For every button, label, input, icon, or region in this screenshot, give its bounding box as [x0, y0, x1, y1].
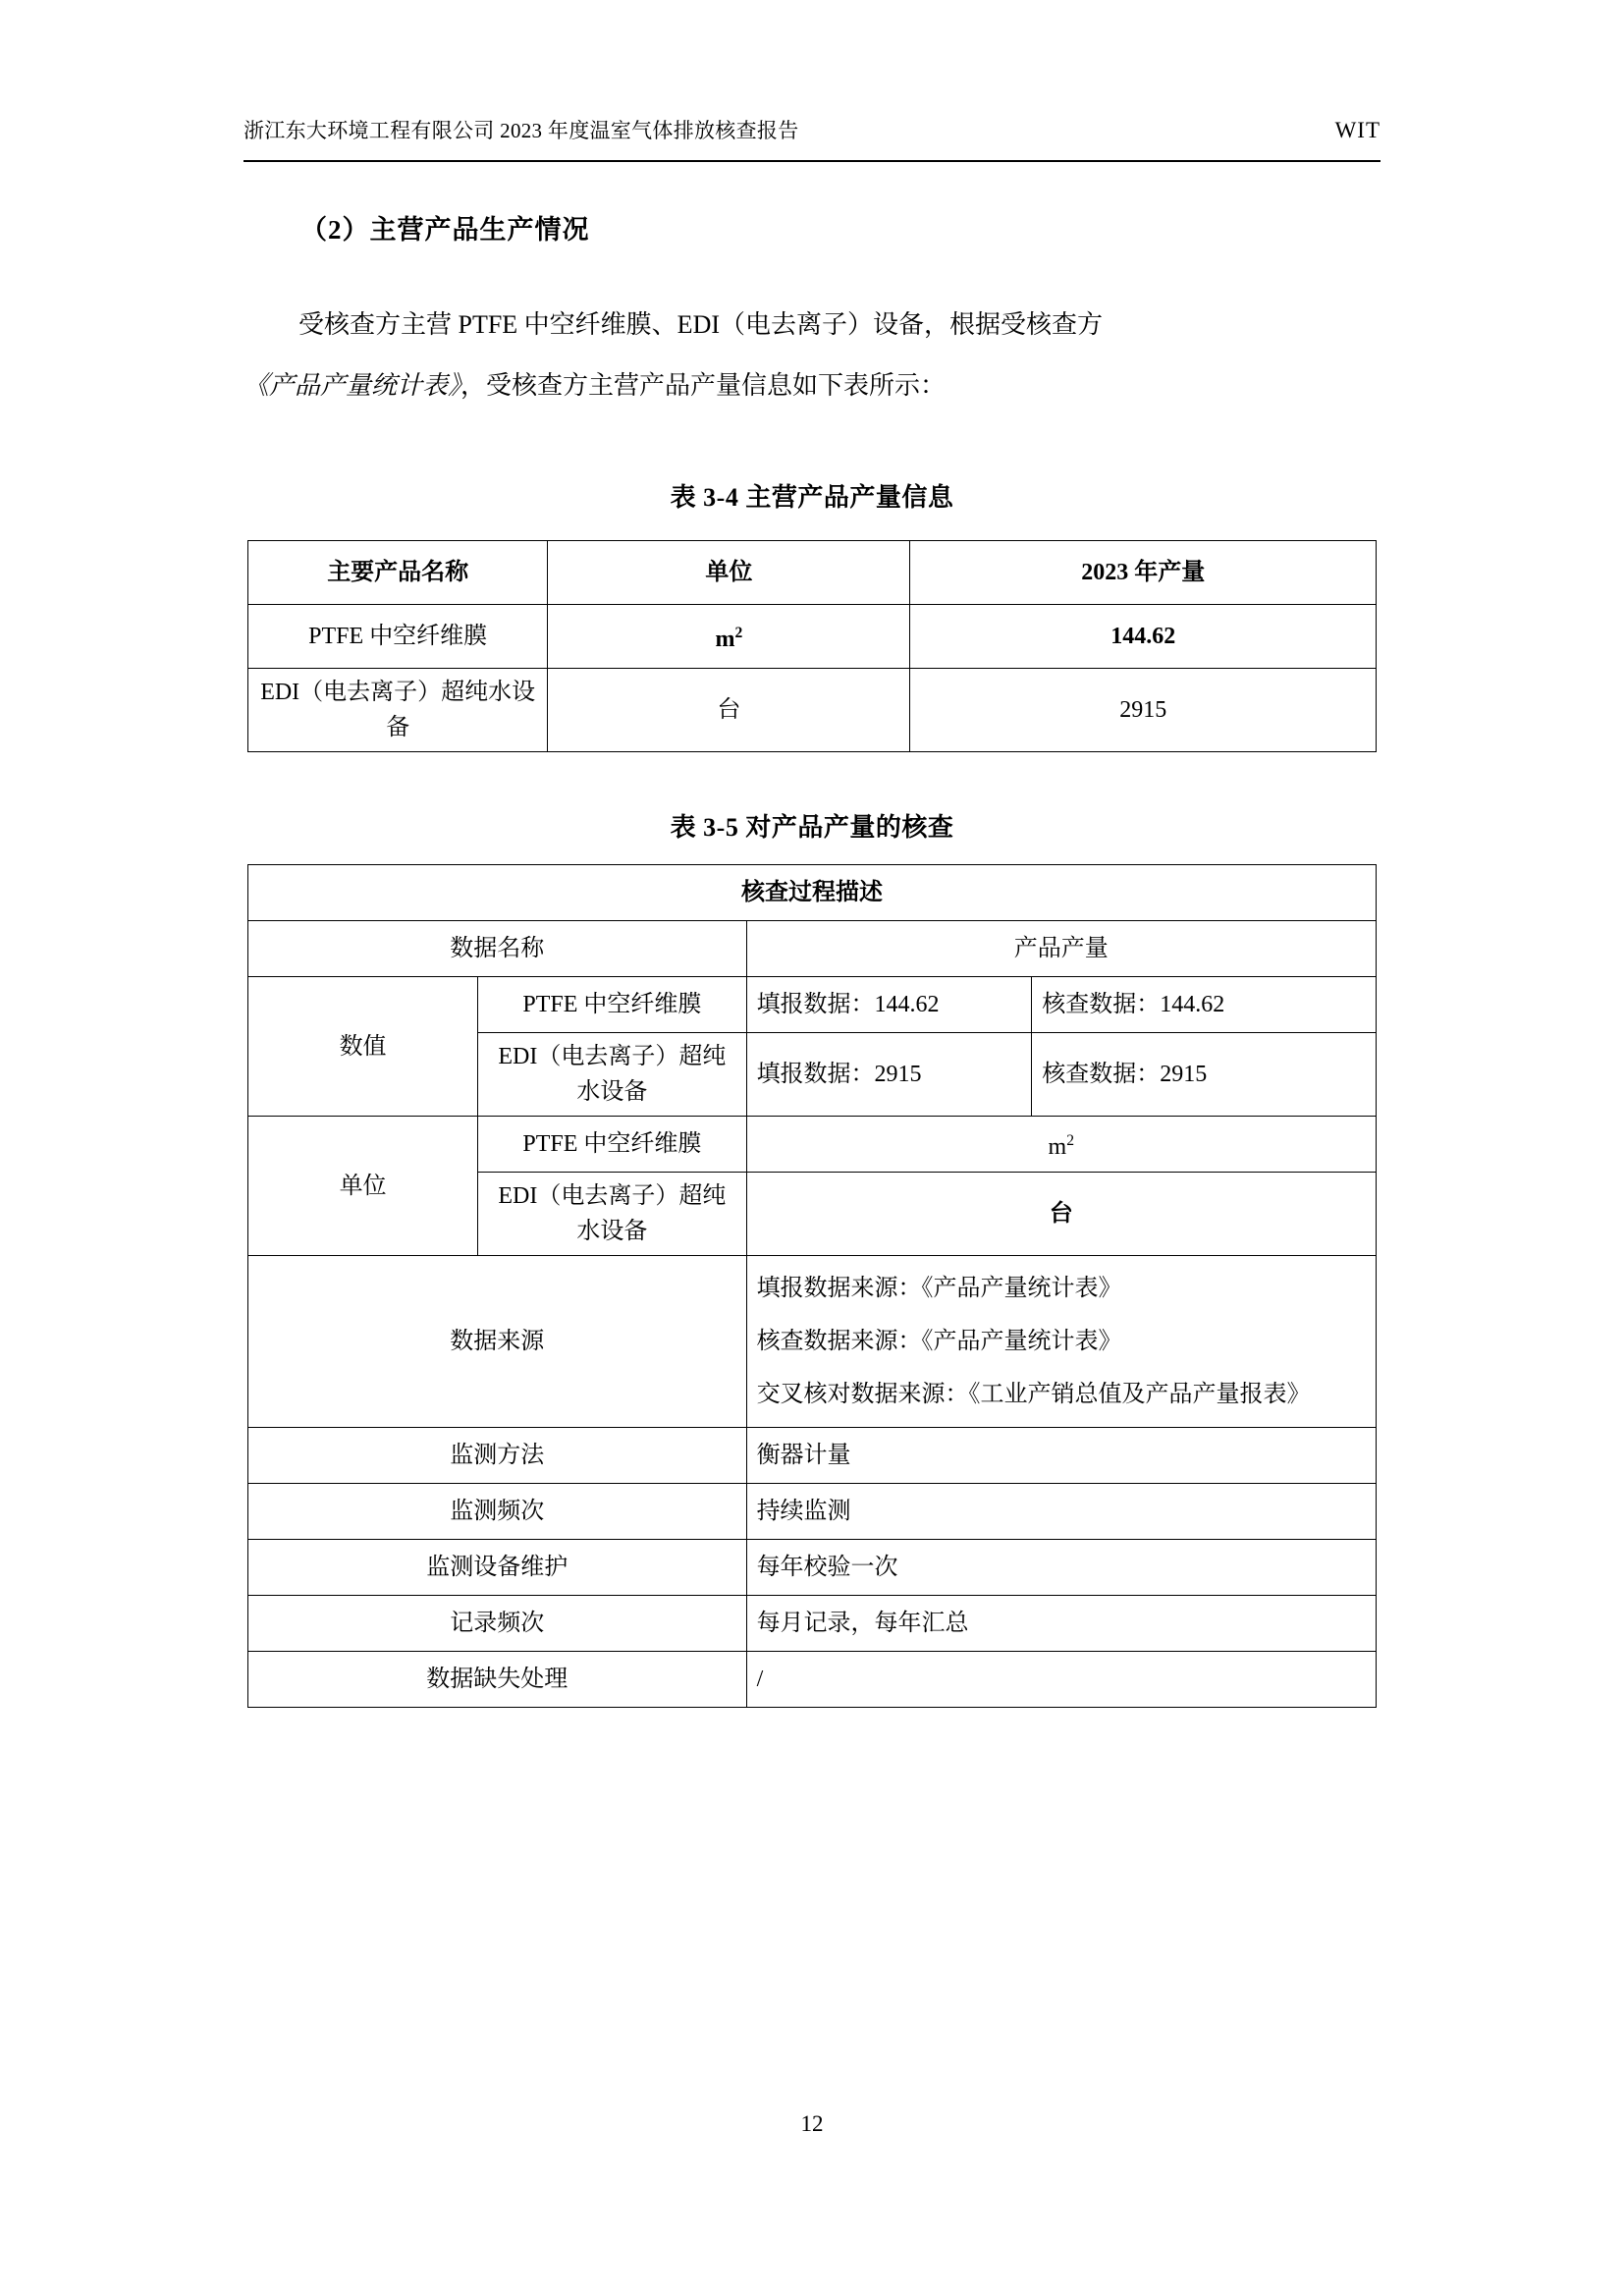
table35-value-row0-product: PTFE 中空纤维膜 — [478, 977, 746, 1033]
header-divider — [244, 160, 1380, 162]
table-row — [248, 605, 1377, 669]
table35-value-label: 数值 — [248, 977, 478, 1117]
table-3-5-caption: 表 3-5 对产品产量的核查 — [670, 813, 954, 842]
table35-source-label: 数据来源 — [248, 1256, 747, 1428]
table34-row1-value: 2915 — [910, 669, 1377, 752]
table34-header-unit: 单位 — [548, 541, 910, 605]
table35-simple-0-label: 监测方法 — [248, 1428, 747, 1484]
table-row — [248, 1596, 1377, 1652]
header-title-left: 浙江东大环境工程有限公司 2023 年度温室气体排放核查报告 — [244, 119, 799, 142]
source-line-3: 交叉核对数据来源：《工业产销总值及产品产量报表》 — [756, 1382, 1311, 1407]
table-row — [248, 1540, 1377, 1596]
table35-dataname-label: 数据名称 — [248, 921, 747, 977]
table-row — [248, 977, 1377, 1033]
table35-dataname-value: 产品产量 — [746, 921, 1376, 977]
table35-unit-row1-unit: 台 — [746, 1173, 1376, 1256]
section-heading: （2）主营产品生产情况 — [300, 215, 590, 245]
table35-unit-row1-product: EDI（电去离子）超纯水设备 — [478, 1173, 746, 1256]
table34-row1-name: EDI（电去离子）超纯水设备 — [248, 669, 548, 752]
table35-simple-1-value: 持续监测 — [746, 1484, 1376, 1540]
table-row — [248, 1117, 1377, 1173]
header-title-right: WIT — [1334, 118, 1380, 142]
table-row — [248, 1256, 1377, 1428]
source-line-2: 核查数据来源：《产品产量统计表》 — [756, 1329, 1122, 1354]
paragraph-book-title: 《产品产量统计表》 — [244, 371, 461, 400]
table-3-4-caption: 表 3-4 主营产品产量信息 — [670, 483, 954, 512]
body-paragraph — [244, 295, 1380, 416]
table35-simple-3-label: 记录频次 — [248, 1596, 747, 1652]
table35-unit-row0-product: PTFE 中空纤维膜 — [478, 1117, 746, 1173]
paragraph-line-2: ，受核查方主营产品产量信息如下表所示： — [460, 371, 947, 400]
table35-value-row1-reported: 填报数据：2915 — [746, 1033, 1032, 1117]
table-row — [248, 1428, 1377, 1484]
table35-title: 核查过程描述 — [248, 865, 1377, 921]
table35-value-row0-reported: 填报数据：144.62 — [746, 977, 1032, 1033]
table35-simple-2-label: 监测设备维护 — [248, 1540, 747, 1596]
table35-value-row0-verified: 核查数据：144.62 — [1032, 977, 1377, 1033]
table-row — [248, 921, 1377, 977]
table35-simple-4-value: / — [746, 1652, 1376, 1708]
table-3-5 — [247, 864, 1377, 1708]
table34-header-name: 主要产品名称 — [248, 541, 548, 605]
table35-value-row1-product: EDI（电去离子）超纯水设备 — [478, 1033, 746, 1117]
table35-unit-row0-unit: $m^2$ — [746, 1117, 1376, 1173]
table35-simple-1-label: 监测频次 — [248, 1484, 747, 1540]
table-row — [248, 1484, 1377, 1540]
table35-simple-4-label: 数据缺失处理 — [248, 1652, 747, 1708]
table35-simple-3-value: 每月记录，每年汇总 — [746, 1596, 1376, 1652]
table-row — [248, 865, 1377, 921]
table35-simple-0-value: 衡器计量 — [746, 1428, 1376, 1484]
table-row — [248, 1652, 1377, 1708]
paragraph-line-1: 受核查方主营 PTFE 中空纤维膜、EDI（电去离子）设备，根据受核查方 — [298, 310, 1104, 339]
table34-row1-unit: 台 — [548, 669, 910, 752]
table-row — [248, 541, 1377, 605]
table34-row0-unit: $m^2$ — [548, 605, 910, 669]
table35-value-row1-verified: 核查数据：2915 — [1032, 1033, 1377, 1117]
page-number: 12 — [800, 2111, 824, 2136]
table-row — [248, 669, 1377, 752]
page-header — [244, 116, 1380, 145]
table-3-4 — [247, 540, 1377, 752]
source-line-1: 填报数据来源：《产品产量统计表》 — [756, 1276, 1122, 1301]
table35-unit-label: 单位 — [248, 1117, 478, 1256]
table34-row0-name: PTFE 中空纤维膜 — [248, 605, 548, 669]
table34-row0-value: 144.62 — [910, 605, 1377, 669]
table35-source-value — [746, 1256, 1376, 1428]
table34-header-output: 2023 年产量 — [910, 541, 1377, 605]
table35-simple-2-value: 每年校验一次 — [746, 1540, 1376, 1596]
